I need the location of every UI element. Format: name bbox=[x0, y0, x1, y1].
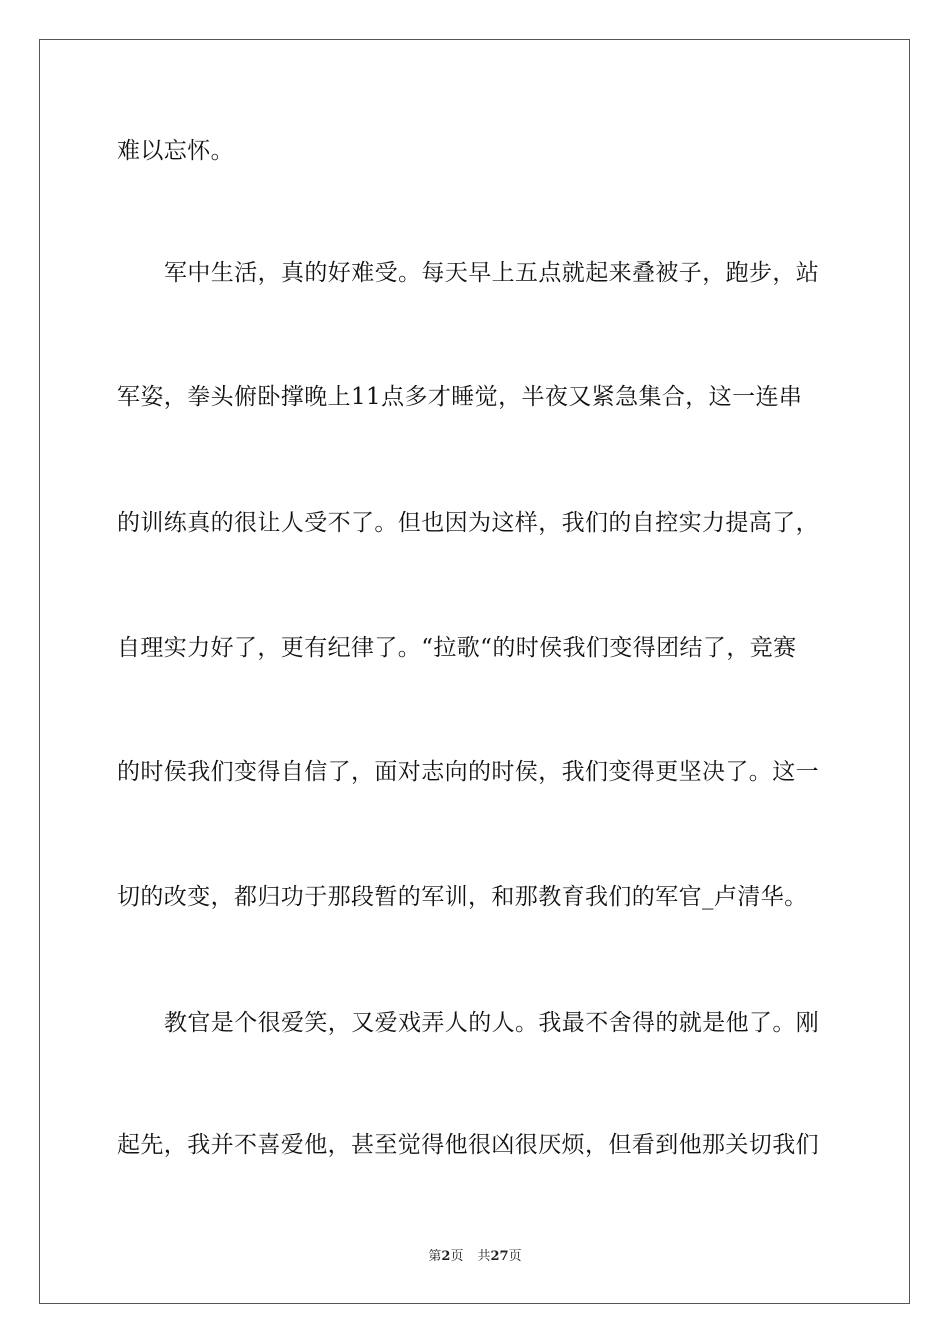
text-line-5: 自理实力好了，更有纪律了。“拉歌“的时侯我们变得团结了，竞赛 bbox=[117, 635, 797, 661]
text-line-7: 切的改变，都归功于那段暂的军训，和那教育我们的军官_卢清华。 bbox=[117, 884, 808, 910]
footer-page-prefix: 第 bbox=[428, 1249, 442, 1264]
text-line-6: 的时侯我们变得自信了，面对志向的时侯，我们变得更坚决了。这一 bbox=[117, 759, 819, 785]
page-border bbox=[39, 39, 910, 1304]
footer-total-prefix: 共 bbox=[477, 1249, 491, 1264]
page-footer bbox=[0, 1248, 950, 1266]
footer-page-suffix: 页 bbox=[450, 1249, 464, 1264]
text-line-1: 难以忘怀。 bbox=[117, 138, 234, 164]
text-line-2: 军中生活，真的好难受。每天早上五点就起来叠被子，跑步，站 bbox=[164, 260, 820, 286]
footer-total-pages: 27 bbox=[490, 1249, 509, 1264]
text-line-4: 的训练真的很让人受不了。但也因为这样，我们的自控实力提高了， bbox=[117, 510, 819, 536]
text-line-9: 起先，我并不喜爱他，甚至觉得他很凶很厌烦，但看到他那关切我们 bbox=[117, 1132, 819, 1158]
text-line-8: 教官是个很爱笑，又爱戏弄人的人。我最不舍得的就是他了。刚 bbox=[164, 1010, 820, 1036]
text-line-3: 军姿，拳头俯卧撑晚上11点多才睡觉，半夜又紧急集合，这一连串 bbox=[117, 384, 803, 410]
footer-total-suffix: 页 bbox=[508, 1249, 522, 1264]
footer-page-number: 2 bbox=[441, 1249, 451, 1264]
